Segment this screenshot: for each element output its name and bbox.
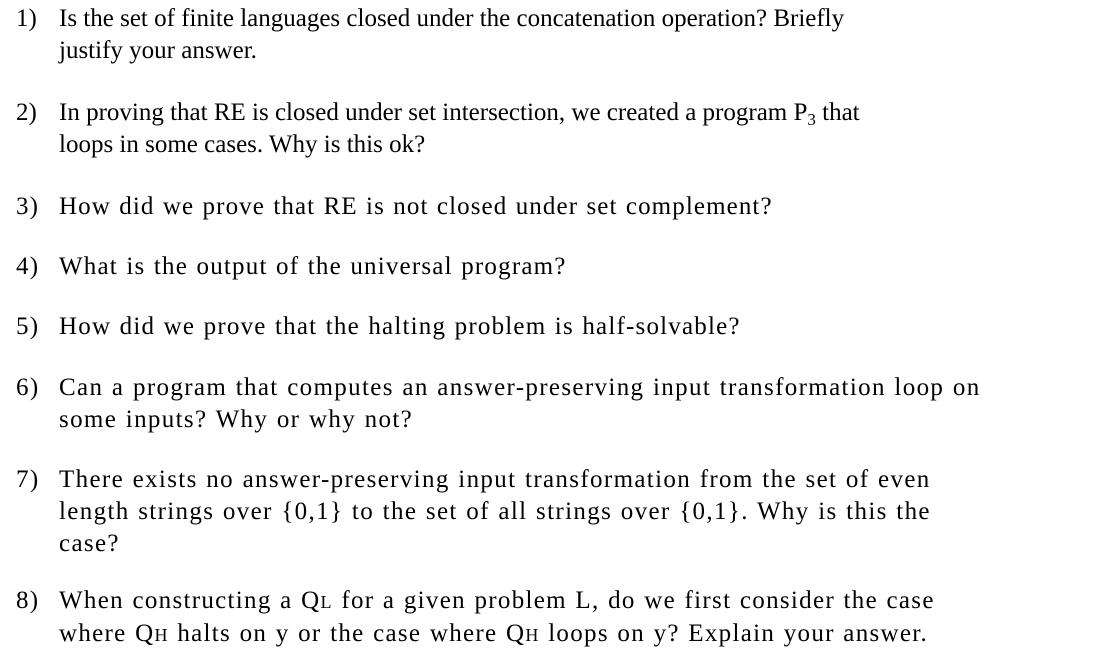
line-text: In proving that RE is closed under set intersection, we created a program P [59,99,808,126]
line-text: halts on y or the case where Q [168,620,526,647]
question-line: How did we prove that RE is not closed under set complement? [59,193,773,220]
line-text: for a given problem L, do we first consider the case [332,587,935,614]
small-caps-subscript: L [320,592,333,612]
question-line: How did we prove that the halting problem is half-solvable? [59,313,741,340]
line-text: loops on y? Explain your answer. [539,620,929,647]
question-line: loops in some cases. Why is this ok? [59,131,426,158]
small-caps-subscript: H [525,625,540,645]
line-text: where Q [59,620,155,647]
question-number: 3) [16,193,40,220]
question-number: 4) [16,253,40,280]
question-line: Is the set of finite languages closed under the concatenation operation? Briefly [59,5,845,32]
small-caps-subscript: H [154,625,169,645]
line-text: When constructing a Q [59,587,321,614]
question-text [59,251,1084,283]
question-line: length strings over {0,1} to the set of all strings over {0,1}. Why is this the [59,498,931,525]
question-text [59,3,1084,67]
question-line [59,585,1084,618]
question-number: 5) [16,313,40,340]
question-line: justify your answer. [59,37,257,64]
line-text: that [815,99,860,126]
question-text [59,464,1084,560]
question-number: 8) [16,587,40,614]
question-line: some inputs? Why or why not? [59,406,414,433]
question-line: There exists no answer-preserving input transformation from the set of even [59,466,931,493]
question-text [59,97,1084,161]
question-number: 7) [16,466,40,493]
question-line: Can a program that computes an answer-preserving input transformation loop on [59,374,981,401]
question-line: case? [59,530,120,557]
question-text [59,311,1084,343]
question-text [59,372,1084,436]
question-line [59,97,1084,129]
question-text [59,585,1084,651]
question-number: 6) [16,374,40,401]
question-number: 2) [16,99,37,126]
question-line: What is the output of the universal program? [59,253,567,280]
question-line [59,618,1084,651]
subscript: 3 [807,109,816,129]
question-number: 1) [16,5,37,32]
question-text [59,191,1084,223]
